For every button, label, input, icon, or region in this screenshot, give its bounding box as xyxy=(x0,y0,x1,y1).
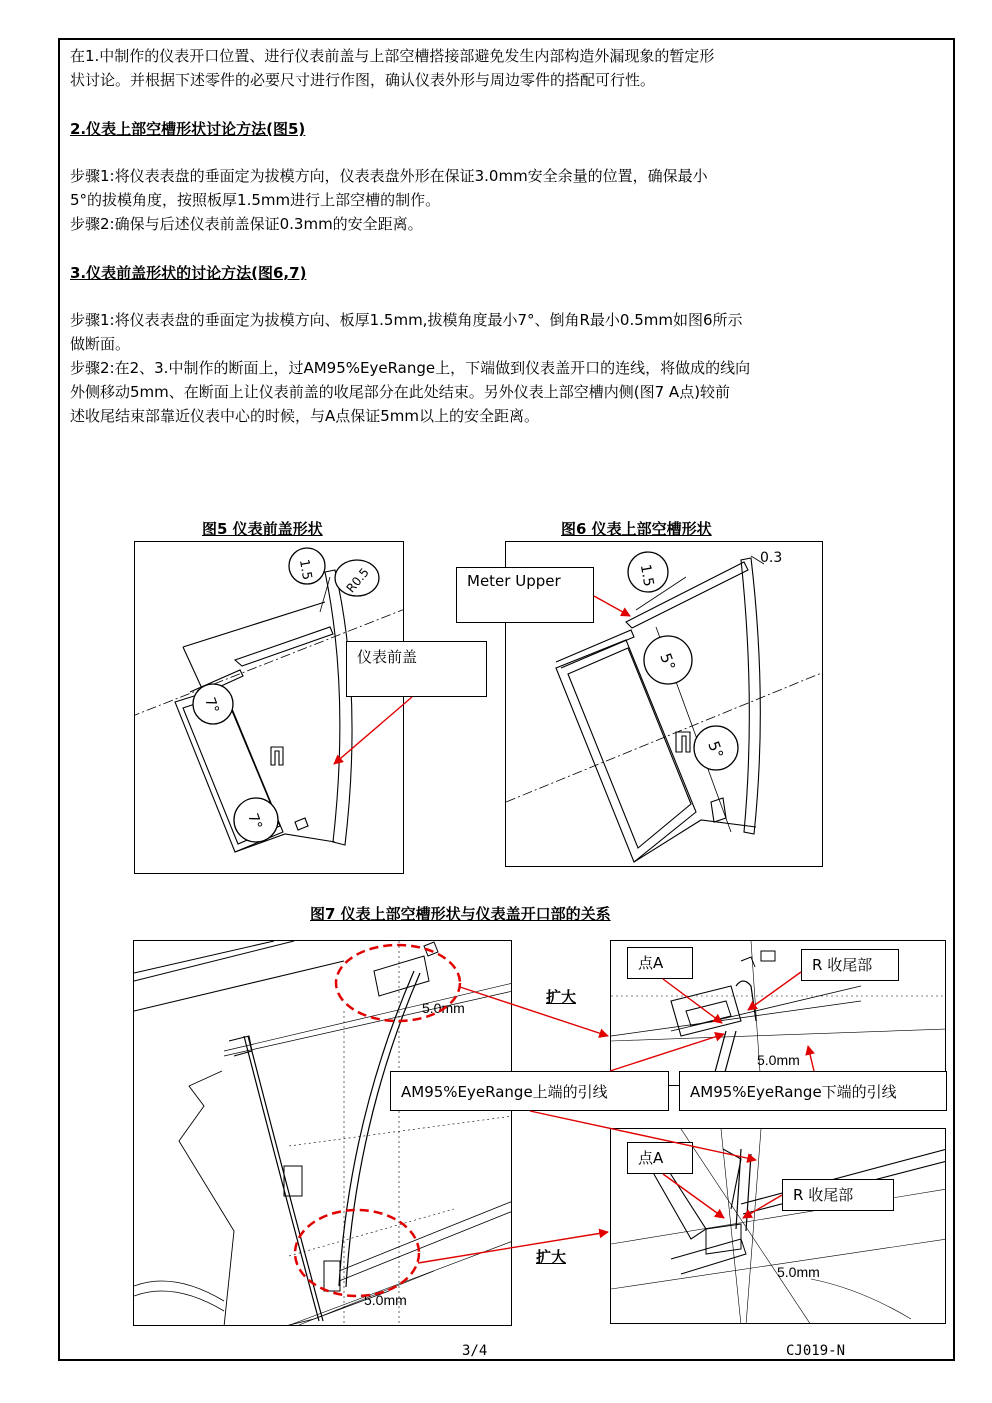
fig6-callout: Meter Upper xyxy=(456,567,594,623)
section3-step2-line2: 外侧移动5mm、在断面上让仪表前盖的收尾部分在此处结束。另外仪表上部空槽内侧(图7 A点)较前 xyxy=(70,383,731,401)
fig7-main-panel xyxy=(133,940,512,1326)
section3-step2-line1: 步骤2:在2、3.中制作的断面上，过AM95%EyeRange上，下端做到仪表盖开口的连线，将做成的线向 xyxy=(70,359,751,377)
fig7-dim-detail-bottom: 5.0mm xyxy=(777,1264,820,1280)
fig7-r-end-top: R 收尾部 xyxy=(801,949,899,981)
fig7-r-end-bottom: R 收尾部 xyxy=(782,1179,894,1211)
fig5-dim-radius: R0.5 xyxy=(343,565,372,596)
document-code: CJ019-N xyxy=(786,1343,846,1359)
fig7-expand-bottom: 扩大 xyxy=(536,1248,567,1266)
section2-step1-line2: 5°的拔模角度，按照板厚1.5mm进行上部空槽的制作。 xyxy=(70,191,441,209)
section3-heading: 3.仪表前盖形状的讨论方法(图6,7) xyxy=(70,264,307,282)
fig5-cad-drawing xyxy=(135,542,404,874)
fig7-dim-top: 5.0mm xyxy=(422,1000,465,1016)
fig7-point-a-bottom: 点A xyxy=(627,1142,693,1174)
section3-step1-line1: 步骤1:将仪表表盘的垂面定为拔模方向、板厚1.5mm,拔模角度最小7°、倒角R最小0.5mm如图6所示 xyxy=(70,311,743,329)
intro-line-2: 状讨论。并根据下述零件的必要尺寸进行作图，确认仪表外形与周边零件的搭配可行性。 xyxy=(70,71,656,89)
fig7-lower-line-label: AM95%EyeRange下端的引线 xyxy=(679,1071,947,1111)
fig6-dim-thickness: 1.5 xyxy=(636,563,657,588)
section3-step2-line3: 述收尾结束部靠近仪表中心的时候，与A点保证5mm以上的安全距离。 xyxy=(70,407,540,425)
fig5-angle-top: 7° xyxy=(201,695,222,716)
section2-step2: 步骤2:确保与后述仪表前盖保证0.3mm的安全距离。 xyxy=(70,215,423,233)
fig5-caption: 图5 仪表前盖形状 xyxy=(202,520,323,538)
intro-line-1: 在1.中制作的仪表开口位置、进行仪表前盖与上部空槽搭接部避免发生内部构造外漏现象的暂定形 xyxy=(70,47,715,65)
section2-step1-line1: 步骤1:将仪表表盘的垂面定为拔模方向，仪表表盘外形在保证3.0mm安全余量的位置，确保最小 xyxy=(70,167,708,185)
fig7-point-a-top: 点A xyxy=(627,947,693,979)
fig7-upper-line-label: AM95%EyeRange上端的引线 xyxy=(390,1071,669,1111)
fig6-dim-gap: 0.3 xyxy=(760,550,783,566)
fig7-dim-bottom: 5.0mm xyxy=(364,1292,407,1308)
fig6-angle-top: 5° xyxy=(656,650,679,673)
fig5-callout: 仪表前盖 xyxy=(346,641,487,697)
fig7-main-drawing xyxy=(134,941,512,1326)
fig6-angle-bottom: 5° xyxy=(704,738,727,761)
fig5-panel xyxy=(134,541,404,874)
fig5-angle-bottom: 7° xyxy=(244,811,265,832)
section2-heading: 2.仪表上部空槽形状讨论方法(图5) xyxy=(70,120,306,138)
page-number: 3/4 xyxy=(462,1343,488,1359)
fig5-dim-thickness: 1.5 xyxy=(295,558,315,582)
section3-step1-line2: 做断面。 xyxy=(70,335,131,353)
fig7-caption: 图7 仪表上部空槽形状与仪表盖开口部的关系 xyxy=(310,905,611,923)
fig7-expand-top: 扩大 xyxy=(546,988,577,1006)
fig7-dim-detail-top: 5.0mm xyxy=(757,1052,800,1068)
fig6-caption: 图6 仪表上部空槽形状 xyxy=(561,520,712,538)
